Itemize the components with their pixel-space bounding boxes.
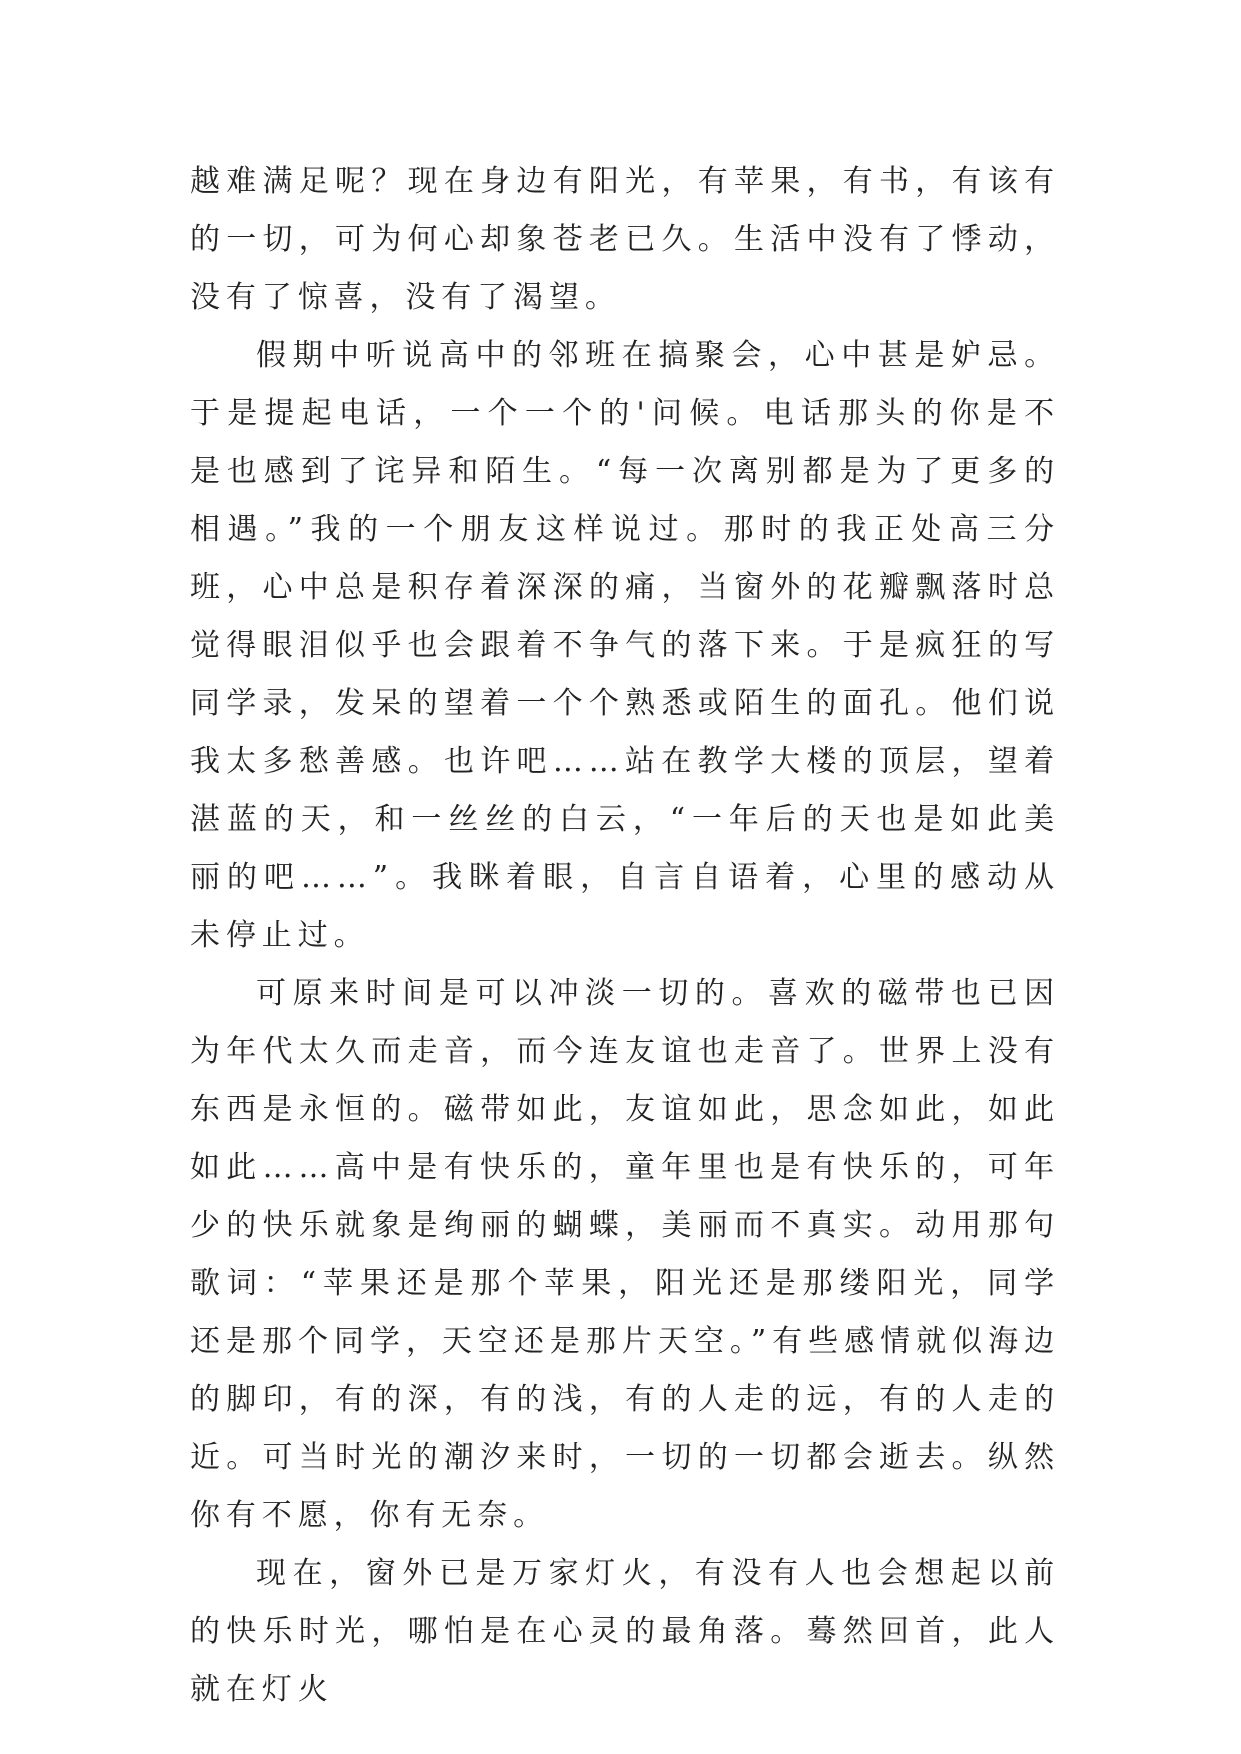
paragraph-3: 可原来时间是可以冲淡一切的。喜欢的磁带也已因为年代太久而走音，而今连友谊也走音了。世界上没有东西是永恒的。磁带如此，友谊如此，思念如此，如此如此……高中是有快乐的，童年里也是有快乐的，可年少的快乐就象是绚丽的蝴蝶，美丽而不真实。动用那句歌词：“苹果还是那个苹果，阳光还是那缕阳光，同学还是那个同学，天空还是那片天空。”有些感情就似海边的脚印，有的深，有的浅，有的人走的远，有的人走的近。可当时光的潮汐来时，一切的一切都会逝去。纵然你有不愿，你有无奈。: [190, 976, 1060, 1533]
paragraph-1: 越难满足呢？现在身边有阳光，有苹果，有书，有该有的一切，可为何心却象苍老已久。生活中没有了悸动，没有了惊喜，没有了渴望。: [190, 164, 1060, 315]
paragraph-2: 假期中听说高中的邻班在搞聚会，心中甚是妒忌。于是提起电话，一个一个的'问候。电话那头的你是不是也感到了诧异和陌生。“每一次离别都是为了更多的相遇。”我的一个朋友这样说过。那时的我正处高三分班，心中总是积存着深深的痛，当窗外的花瓣飘落时总觉得眼泪似乎也会跟着不争气的落下来。于是疯狂的写同学录，发呆的望着一个个熟悉或陌生的面孔。他们说我太多愁善感。也许吧……站在教学大楼的顶层，望着湛蓝的天，和一丝丝的白云，“一年后的天也是如此美丽的吧……”。我眯着眼，自言自语着，心里的感动从未停止过。: [190, 338, 1060, 953]
paragraph-4: 现在，窗外已是万家灯火，有没有人也会想起以前的快乐时光，哪怕是在心灵的最角落。蓦然回首，此人就在灯火: [190, 1556, 1060, 1707]
document-body: [190, 153, 1060, 1719]
